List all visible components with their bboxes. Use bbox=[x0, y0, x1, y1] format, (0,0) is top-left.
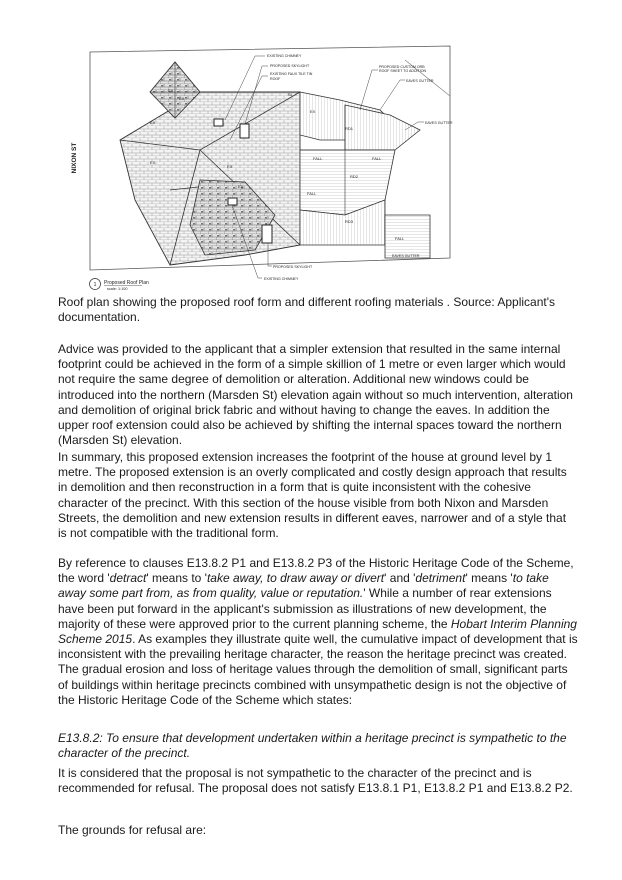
label-fall-1: FALL bbox=[313, 156, 323, 161]
label-rd2: RD2 bbox=[350, 174, 359, 179]
paragraph-advice: Advice was provided to the applicant that a simpler extension that resulted in the same internal footprint could be achieved in the form of a simple skillion of 1 metre or even larger which would not require the same degree of demolition or alteration. Additional new windows could be introduced into the northern (Marsden St) elevation again without so much intervention, alteration and demolition of original brick fabric and without having to change the eaves. In addition the upper roof extension could also be achieved by shifting the internal spaces toward the northern (Marsden St) elevation. bbox=[58, 342, 573, 448]
label-ex-4: EX bbox=[150, 160, 156, 165]
callout-gutter-bottom: EAVES GUTTER bbox=[392, 254, 420, 258]
label-ex-2: EX bbox=[179, 96, 185, 101]
paragraph-summary: In summary, this proposed extension increases the footprint of the house at ground level by 1 metre. The proposed extension is an overly complicated and costly design approach that results in demolition and then reconstruction in a form that is quite inconsistent with the cohesive character of the precinct. With this section of the house visible from both Nixon and Marsden Streets, the demolition and new extension results in different eaves, narrower and of a style that is not compatible with the traditional form. bbox=[58, 450, 567, 541]
callout-eaves-gutter-a: EAVES GUTTER bbox=[406, 79, 434, 83]
clause-text-5: ' While a number of rear extensions have been put forward in the applicant's submission as illustrations of new development, the majority of these were approved prior to the current planning scheme, the bbox=[58, 586, 552, 631]
term-detract: detract bbox=[109, 571, 147, 586]
label-fall-4: FALL bbox=[395, 236, 405, 241]
callout-existing-chimney-top: EXISTING CHIMNEY bbox=[267, 54, 302, 58]
code-quote: E13.8.2: To ensure that development undertaken within a heritage precinct is sympathetic to the character of the precinct. bbox=[58, 731, 567, 761]
drawing-scale: scale: 1:100 bbox=[107, 287, 128, 291]
label-fall-2: FALL bbox=[372, 156, 382, 161]
clause-text-6: . As examples they illustrate quite well, the cumulative impact of development that is inconsistent with the prevailing heritage character, the reason the heritage precinct was created. The gradual erosion and loss of heritage values through the demolition of small, significant parts of buildings within heritage precincts combined with unsympathetic design is not the objective of the Historic Heritage Code of the Scheme which states: bbox=[58, 632, 578, 707]
rear-deck-roof bbox=[385, 215, 430, 258]
paragraph-conclusion: It is considered that the proposal is not sympathetic to the character of the precinct and is recommended for refusal. The proposal does not satisfy E13.8.1 P1, E13.8.2 P1 and E13.8.2 P2. bbox=[58, 766, 573, 796]
paragraph-clauses bbox=[58, 556, 578, 708]
label-sl: SL bbox=[288, 92, 293, 97]
scheme-name: Hobart Interim Planning Scheme 2015 bbox=[58, 616, 577, 647]
clause-text-4: ' means ' bbox=[465, 571, 513, 586]
drawing-title: Proposed Roof Plan bbox=[104, 280, 149, 286]
callout-proposed-skylight-top: PROPOSED SKYLIGHT bbox=[270, 64, 310, 68]
definition-detriment: to take away some part from, as from quality, value or reputation. bbox=[58, 571, 549, 601]
callout-eaves-gutter-b: EAVES GUTTER bbox=[425, 121, 453, 125]
clause-text-2: ' means to ' bbox=[146, 571, 207, 586]
roof-plan-drawing bbox=[0, 0, 622, 300]
label-ex-1: EX bbox=[168, 88, 174, 93]
clause-text-3: ' and ' bbox=[384, 571, 416, 586]
label-ex-3: EX bbox=[150, 120, 156, 125]
label-ex-6: EX bbox=[238, 184, 244, 189]
callout-proposed-skylight-bottom: PROPOSED SKYLIGHT bbox=[273, 265, 313, 269]
label-rd3: RD3 bbox=[345, 219, 354, 224]
callout-faux-tile-1: EXISTING FAUX TILE TIN bbox=[270, 72, 313, 76]
callout-custom-orb-2: ROOF SHEET TO ADDITION bbox=[379, 69, 427, 73]
callout-existing-chimney-bottom: EXISTING CHIMNEY bbox=[264, 277, 299, 281]
chimney-north bbox=[214, 119, 223, 126]
label-ex-5: EX bbox=[227, 164, 233, 169]
chimney-south bbox=[228, 198, 237, 205]
callout-faux-tile-2: ROOF bbox=[270, 77, 281, 81]
clause-text-1: By reference to clauses E13.8.2 P1 and E13.8.2 P3 of the Historic Heritage Code of the Scheme, the word ' bbox=[58, 556, 574, 586]
skylight-south bbox=[262, 225, 272, 243]
drawing-number: 1 bbox=[93, 282, 97, 288]
term-detriment: detriment bbox=[415, 571, 466, 586]
callout-custom-orb-1: PROPOSED CUSTOM ORB bbox=[379, 65, 425, 69]
skylight-north bbox=[240, 124, 249, 138]
label-fall-3: FALL bbox=[307, 191, 317, 196]
definition-detract: take away, to draw away or divert bbox=[206, 571, 385, 586]
paragraph-grounds: The grounds for refusal are: bbox=[58, 823, 207, 837]
street-label: NIXON ST bbox=[71, 142, 78, 174]
figure-caption: Roof plan showing the proposed roof form and different roofing materials . Source: Applicant's documentation. bbox=[58, 295, 556, 325]
label-rd1: RD1 bbox=[345, 126, 354, 131]
label-ex-7: EX bbox=[310, 109, 316, 114]
